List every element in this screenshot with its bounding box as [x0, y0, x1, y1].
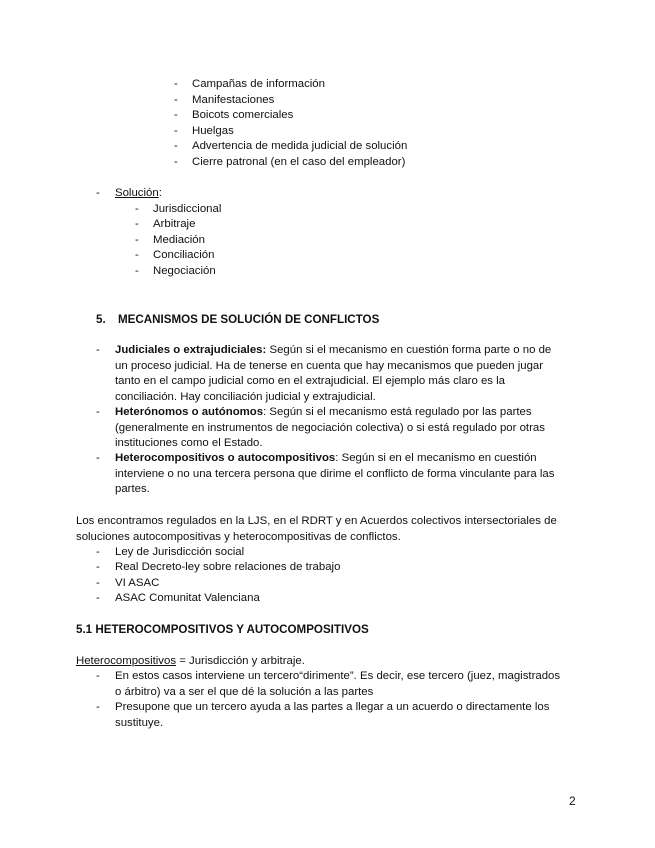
list-item: Real Decreto-ley sobre relaciones de trabajo: [115, 561, 341, 573]
mechanism-item-judiciales: [115, 343, 585, 405]
solucion-colon: :: [158, 187, 162, 199]
item-line: sustituye.: [115, 716, 164, 729]
list-dash: -: [96, 701, 100, 713]
list-dash: -: [135, 234, 139, 246]
solucion-label: Solución: [115, 187, 159, 199]
list-item: Conciliación: [153, 249, 215, 261]
section-5-number: 5.: [96, 313, 106, 326]
list-dash: -: [96, 344, 100, 356]
list-dash: -: [96, 592, 100, 604]
list-item: Jurisdiccional: [153, 203, 222, 215]
paragraph-line: soluciones autocompositivas y heterocompositivas de conflictos.: [76, 530, 401, 543]
intro-text: = Jurisdicción y arbitraje.: [176, 655, 305, 667]
list-item: Campañas de información: [192, 78, 325, 90]
list-item: ASAC Comunitat Valenciana: [115, 592, 260, 604]
mechanism-text: partes.: [115, 483, 150, 495]
list-item: Mediación: [153, 234, 205, 246]
list-item: [115, 700, 585, 731]
list-item: VI ASAC: [115, 577, 160, 589]
list-dash: -: [135, 203, 139, 215]
item-line: Presupone que un tercero ayuda a las partes a llegar a un acuerdo o directamente los: [115, 701, 550, 713]
mechanism-text: un proceso judicial. Ha de tenerse en cuenta que hay mecanismos que pueden jugar: [115, 359, 544, 372]
list-dash: -: [174, 156, 178, 168]
list-item: Huelgas: [192, 125, 234, 137]
list-dash: -: [174, 109, 178, 121]
list-item: Boicots comerciales: [192, 109, 294, 121]
section-5-title: MECANISMOS DE SOLUCIÓN DE CONFLICTOS: [118, 313, 380, 326]
item-line: o árbitro) va a ser el que dé la solución a las partes: [115, 685, 374, 698]
mechanism-text: instituciones como el Estado.: [115, 437, 263, 449]
list-dash: -: [96, 187, 100, 199]
list-dash: -: [96, 670, 100, 682]
list-dash: -: [174, 140, 178, 152]
mechanism-text: (generalmente en instrumentos de negociación colectiva) o si está regulado por otras: [115, 421, 545, 434]
list-dash: -: [174, 78, 178, 90]
list-dash: -: [96, 406, 100, 418]
section-5-1-title: 5.1 HETEROCOMPOSITIVOS Y AUTOCOMPOSITIVOS: [76, 623, 369, 636]
mechanism-term: Judiciales o extrajudiciales:: [115, 344, 267, 356]
list-dash: -: [96, 546, 100, 558]
paragraph-line: Los encontramos regulados en la LJS, en el RDRT y en Acuerdos colectivos intersectoriales de: [76, 515, 557, 527]
mechanism-term: Heterónomos o autónomos: [115, 406, 264, 418]
section-5-1-intro: [76, 654, 305, 670]
mechanism-item-heterocompositivos: [115, 451, 585, 498]
list-dash: -: [96, 452, 100, 464]
mechanism-text: : Según si el mecanismo está regulado por las partes: [263, 406, 532, 418]
regulados-paragraph: [76, 514, 596, 545]
list-item: Cierre patronal (en el caso del empleador): [192, 156, 406, 168]
list-dash: -: [135, 249, 139, 261]
mechanism-item-heteronomos: [115, 405, 585, 452]
list-item: Negociación: [153, 265, 216, 277]
list-item: Advertencia de medida judicial de solución: [192, 140, 408, 152]
mechanism-term: Heterocompositivos o autocompositivos: [115, 452, 336, 464]
heterocompositivos-label: Heterocompositivos: [76, 655, 177, 667]
list-dash: -: [96, 561, 100, 573]
list-dash: -: [135, 265, 139, 277]
solucion-heading: [115, 186, 162, 202]
list-dash: -: [174, 125, 178, 137]
list-item: [115, 669, 585, 700]
list-item: Arbitraje: [153, 218, 196, 230]
mechanism-text: conciliación. Hay conciliación judicial y extrajudicial.: [115, 390, 376, 403]
list-dash: -: [135, 218, 139, 230]
page-number: 2: [569, 794, 576, 808]
mechanism-text: : Según si en el mecanismo en cuestión: [335, 452, 537, 464]
list-dash: -: [96, 577, 100, 589]
mechanism-text: tanto en el campo judicial como en el extrajudicial. El ejemplo más claro es la: [115, 375, 506, 387]
item-line: En estos casos interviene un tercero“dirimente”. Es decir, ese tercero (juez, magistrados: [115, 670, 561, 682]
mechanism-text: interviene o no una tercera persona que dirime el conflicto de forma vinculante para las: [115, 467, 555, 480]
list-item: Manifestaciones: [192, 94, 275, 106]
list-item: Ley de Jurisdicción social: [115, 546, 245, 558]
list-dash: -: [174, 94, 178, 106]
mechanism-text: Según si el mecanismo en cuestión forma parte o no de: [266, 344, 552, 356]
